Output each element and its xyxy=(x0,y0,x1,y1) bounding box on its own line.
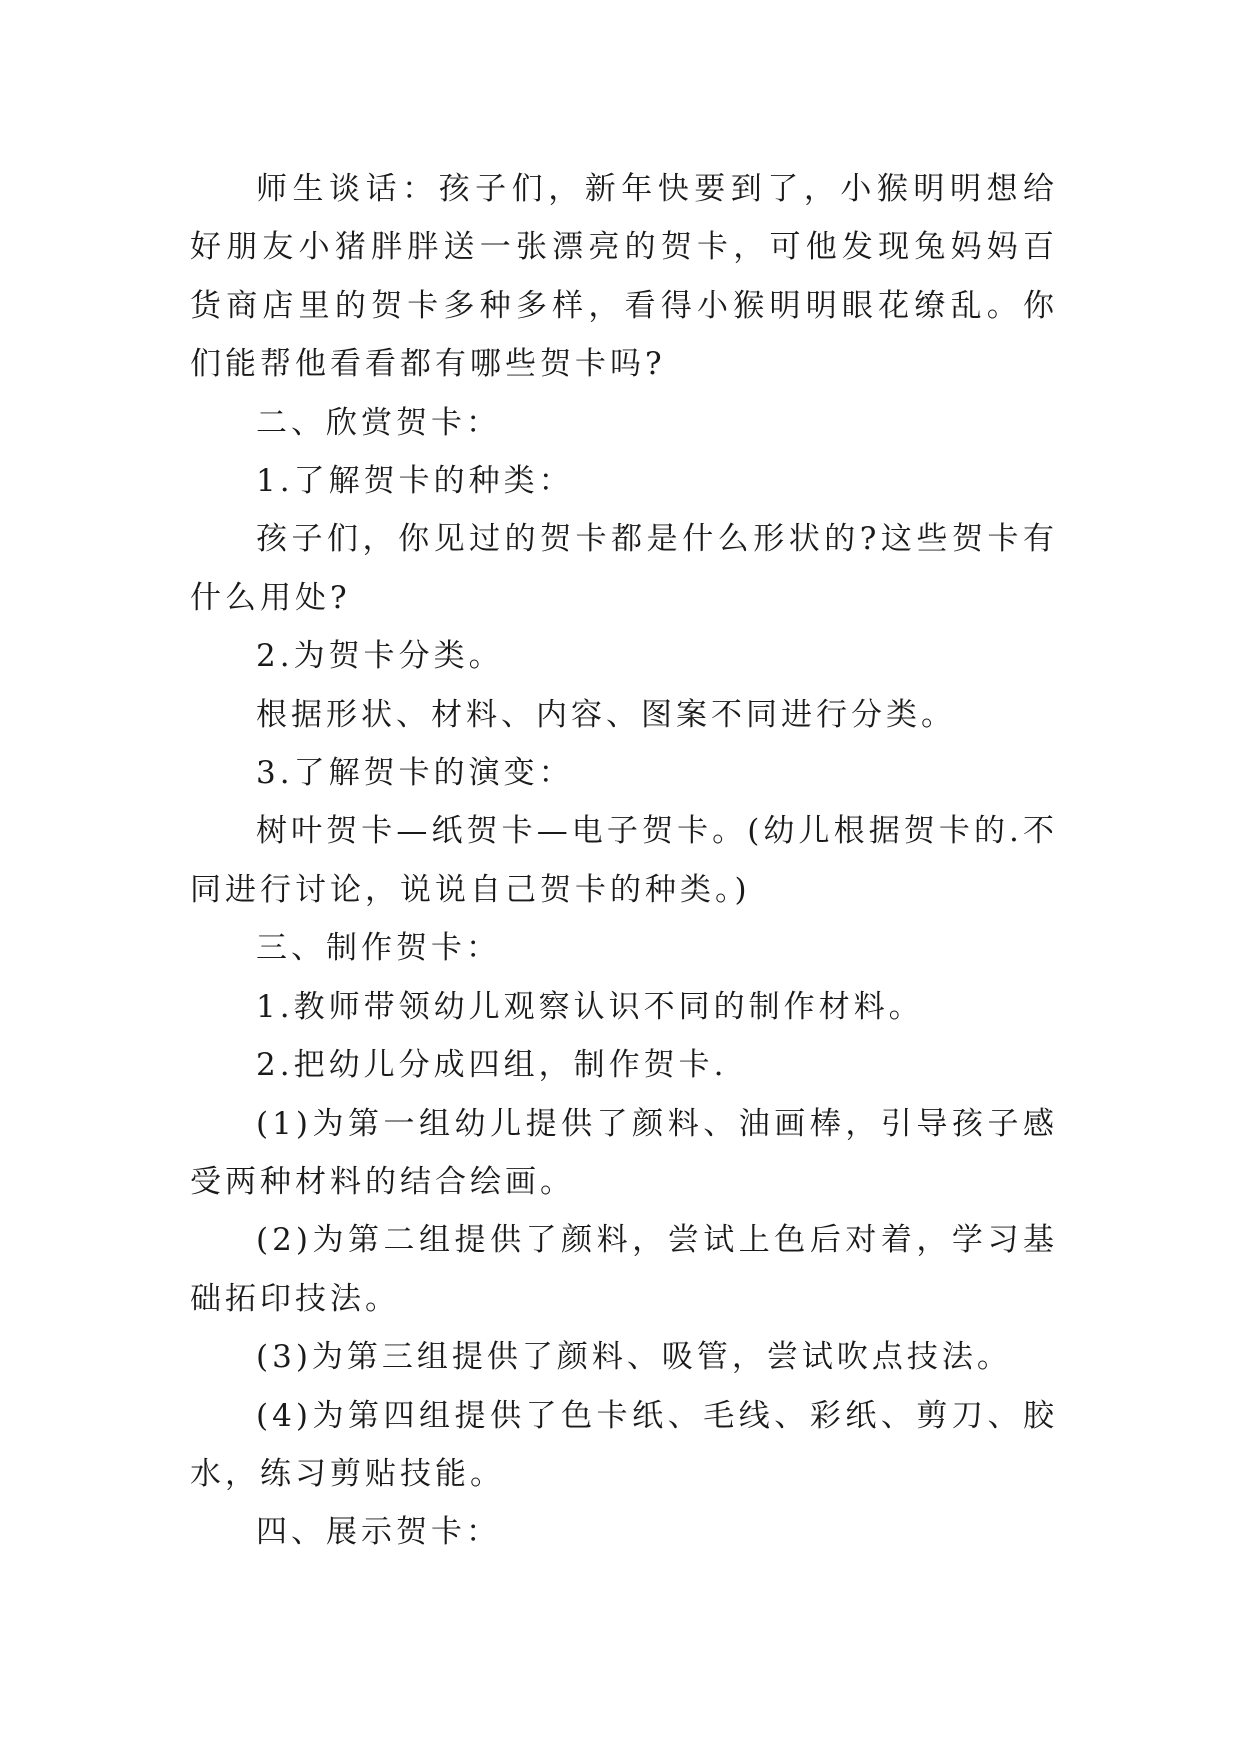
step-group-children: 2.把幼儿分成四组，制作贺卡. xyxy=(256,1047,728,1084)
paragraph-group-two: (2)为第二组提供了颜料，尝试上色后对着，学习基础拓印技法。 xyxy=(190,1222,1058,1317)
step-card-evolution: 3.了解贺卡的演变： xyxy=(256,755,574,792)
paragraph-evolution-discussion: 树叶贺卡—纸贺卡—电子贺卡。(幼儿根据贺卡的.不同进行讨论，说说自己贺卡的种类。) xyxy=(190,813,1058,908)
paragraph-card-shapes-question: 孩子们，你见过的贺卡都是什么形状的?这些贺卡有什么用处? xyxy=(190,521,1058,616)
section-heading-appreciate-cards: 二、欣赏贺卡： xyxy=(256,404,501,441)
section-heading-make-cards: 三、制作贺卡： xyxy=(256,930,501,967)
section-heading-display-cards: 四、展示贺卡： xyxy=(256,1514,501,1551)
paragraph-group-one: (1)为第一组幼儿提供了颜料、油画棒，引导孩子感受两种材料的结合绘画。 xyxy=(190,1105,1058,1200)
paragraph-group-three: (3)为第三组提供了颜料、吸管，尝试吹点技法。 xyxy=(256,1339,1012,1376)
step-understand-card-types: 1.了解贺卡的种类： xyxy=(256,463,574,500)
step-observe-materials: 1.教师带领幼儿观察认识不同的制作材料。 xyxy=(256,988,924,1025)
paragraph-group-four: (4)为第四组提供了色卡纸、毛线、彩纸、剪刀、胶水，练习剪贴技能。 xyxy=(190,1397,1058,1492)
paragraph-classification-criteria: 根据形状、材料、内容、图案不同进行分类。 xyxy=(256,696,956,733)
paragraph-intro-dialogue: 师生谈话：孩子们，新年快要到了，小猴明明想给好朋友小猪胖胖送一张漂亮的贺卡，可他发现兔妈妈百货商店里的贺卡多种多样，看得小猴明明眼花缭乱。你们能帮他看看都有哪些贺卡吗? xyxy=(190,171,1058,383)
step-classify-cards: 2.为贺卡分类。 xyxy=(256,638,504,675)
document-body xyxy=(190,160,1058,1562)
